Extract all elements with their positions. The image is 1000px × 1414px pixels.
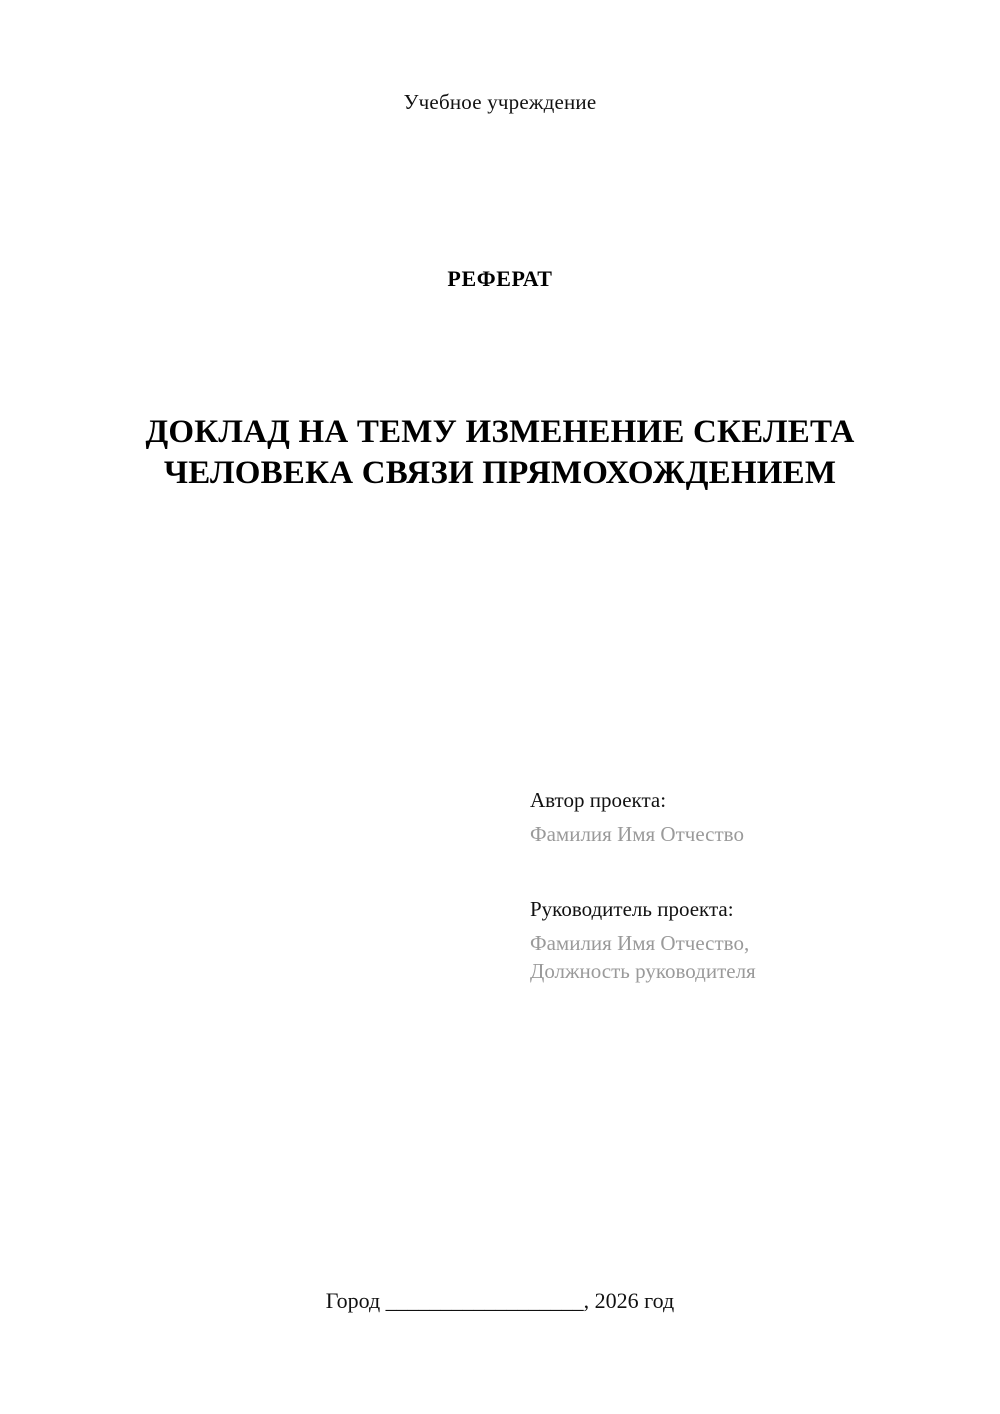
author-group bbox=[530, 786, 930, 849]
document-type: РЕФЕРАТ bbox=[447, 266, 553, 291]
author-value: Фамилия Имя Отчество bbox=[530, 822, 744, 847]
page-title: ДОКЛАД НА ТЕМУ ИЗМЕНЕНИЕ СКЕЛЕТА ЧЕЛОВЕКА СВЯЗИ ПРЯМОХОЖДЕНИЕМ bbox=[145, 414, 855, 491]
institution-name: Учебное учреждение bbox=[403, 90, 597, 114]
supervisor-value-line-2: Должность руководителя bbox=[530, 959, 756, 984]
supervisor-group bbox=[530, 895, 930, 986]
supervisor-label: Руководитель проекта: bbox=[530, 896, 734, 921]
city-year-footer: Город __________________, 2026 год bbox=[325, 1288, 675, 1313]
credits-block bbox=[530, 786, 930, 986]
author-label: Автор проекта: bbox=[530, 788, 667, 812]
supervisor-value bbox=[530, 929, 930, 986]
supervisor-value-line-1: Фамилия Имя Отчество, bbox=[530, 931, 750, 956]
